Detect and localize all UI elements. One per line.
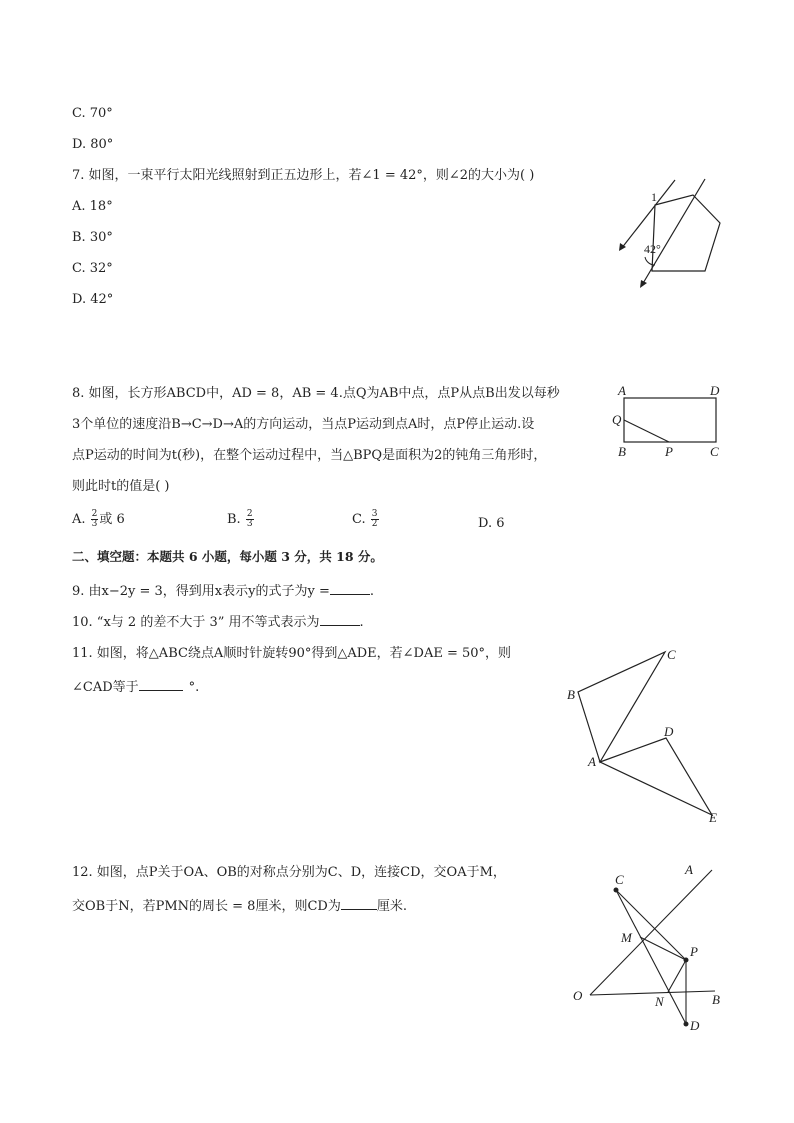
label-p: P: [690, 944, 698, 959]
sun-ray-1: [621, 180, 675, 249]
q8-line-2: 3个单位的速度沿B→C→D→A的方向运动，当点P运动到点A时，点P停止运动.设: [72, 417, 535, 432]
label-a: A: [685, 862, 693, 877]
ray-ob: [590, 991, 715, 995]
point-p: [684, 958, 689, 963]
label-b: B: [618, 444, 626, 459]
q7-option-a: A. 18°: [72, 199, 113, 214]
q11-line-2: ∠CAD等于 °.: [72, 680, 200, 695]
label-e: E: [709, 810, 717, 825]
segment-qp: [624, 420, 669, 442]
label-q: Q: [612, 412, 622, 427]
q7-stem: 7. 如图，一束平行太阳光线照射到正五边形上，若∠1 = 42°，则∠2的大小为( ): [72, 168, 535, 183]
q8-line-3: 点P运动的时间为t(秒)，在整个运动过程中，当△BPQ是面积为2的钝角三角形时，: [72, 448, 547, 463]
angle-arc: [645, 257, 655, 265]
q8-rectangle-figure: [610, 380, 730, 460]
label-a: A: [588, 754, 596, 769]
label-p: P: [665, 444, 673, 459]
q8-option-c-fraction: $\frac{3}{2}$: [371, 509, 378, 529]
point-c: [614, 888, 619, 893]
angle-1-label: 1: [651, 190, 657, 204]
triangle-ade: [600, 738, 712, 815]
point-d: [684, 1022, 689, 1027]
label-b: B: [712, 992, 720, 1007]
q8-option-b-fraction: $\frac{2}{3}$: [246, 509, 253, 529]
q8-line-1: 8. 如图，长方形ABCD中，AD = 8，AB = 4.点Q为AB中点，点P从点B出发以每秒: [72, 386, 560, 401]
label-c: C: [667, 647, 676, 662]
q8-option-c: C. $\frac{3}{2}$: [352, 509, 378, 529]
q10-answer-blank[interactable]: [320, 614, 360, 626]
label-c: C: [710, 444, 719, 459]
rectangle-abcd: [624, 398, 716, 442]
q8-line-4: 则此时t的值是( ): [72, 479, 170, 494]
ray-oa: [590, 870, 712, 995]
pentagon-shape: [652, 195, 720, 271]
label-o: O: [573, 988, 583, 1003]
segment-cp: [616, 890, 686, 960]
triangle-abc: [578, 652, 665, 762]
q6-option-c: C. 70°: [72, 106, 113, 121]
q9-answer-blank[interactable]: [330, 583, 370, 595]
q7-option-d: D. 42°: [72, 292, 114, 307]
label-a: A: [618, 383, 626, 398]
q11-rotation-figure: [560, 640, 730, 830]
q11-answer-blank[interactable]: [139, 679, 183, 691]
q11-line-1: 11. 如图，将△ABC绕点A顺时针旋转90°得到△ADE，若∠DAE = 50°，则: [72, 646, 512, 661]
q7-pentagon-figure: [605, 165, 735, 300]
q8-option-a: A. $\frac{2}{3}$ 或 6: [72, 509, 125, 529]
q8-option-b: B. $\frac{2}{3}$: [227, 509, 253, 529]
q7-option-b: B. 30°: [72, 230, 113, 245]
label-n: N: [655, 994, 664, 1009]
q6-option-d: D. 80°: [72, 137, 114, 152]
label-d: D: [690, 1018, 700, 1033]
q12-answer-blank[interactable]: [341, 898, 377, 910]
q10: 10. “x与 2 的差不大于 3” 用不等式表示为 .: [72, 615, 364, 630]
angle-42-label: 42°: [644, 242, 661, 256]
q12-reflection-figure: [565, 858, 730, 1038]
segment-np: [668, 960, 686, 992]
label-m: M: [621, 930, 632, 945]
label-b: B: [567, 687, 575, 702]
section-2-heading: 二、填空题：本题共 6 小题，每小题 3 分，共 18 分。: [72, 549, 383, 564]
q8-option-d: D. 6: [478, 516, 505, 531]
q9: 9. 由x−2y = 3，得到用x表示y的式子为y = .: [72, 584, 374, 599]
q12-line-1: 12. 如图，点P关于OA、OB的对称点分别为C、D，连接CD，交OA于M，: [72, 865, 506, 880]
q8-option-a-fraction: $\frac{2}{3}$: [91, 509, 98, 529]
label-d: D: [710, 383, 720, 398]
label-c: C: [615, 872, 624, 887]
ray-2-arrowhead: [640, 280, 647, 288]
q7-option-c: C. 32°: [72, 261, 113, 276]
label-d: D: [664, 724, 674, 739]
q12-line-2: 交OB于N，若PMN的周长 = 8厘米，则CD为 厘米.: [72, 899, 407, 914]
